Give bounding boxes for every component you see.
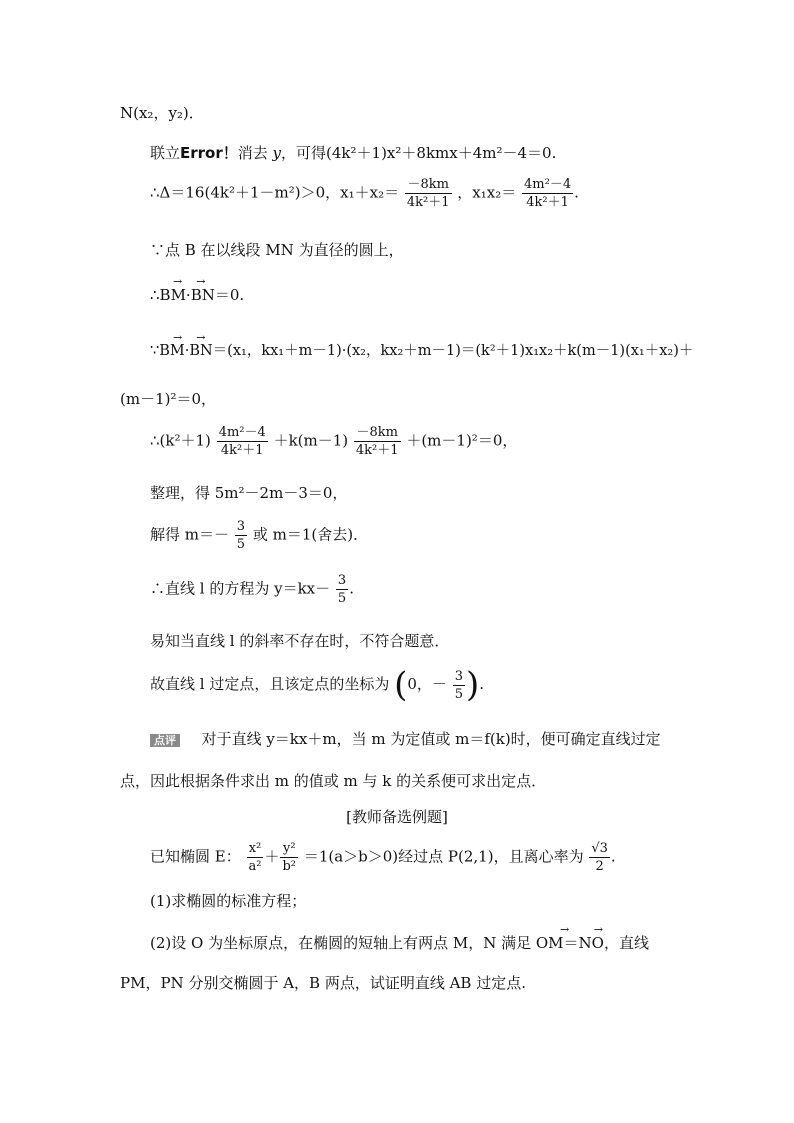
line-15-text: 点，因此根据条件求出 m 的值或 m 与 k 的关系便可求出定点．: [120, 772, 547, 790]
line-18-text: (2)设 O 为坐标原点，在椭圆的短轴上有两点 M，N 满足 OM＝NO，直线: [150, 934, 649, 952]
fraction-denominator: 4k²＋1: [522, 193, 573, 209]
line-12-text: 易知当直线 l 的斜率不存在时，不符合题意．: [150, 632, 450, 650]
fraction: [589, 842, 610, 873]
line-19-text: PM，PN 分别交椭圆于 A，B 两点，试证明直线 AB 过定点.: [120, 974, 526, 992]
vector-arrow-icon: → →: [560, 923, 603, 936]
line-10-prefix: 解得 m＝－: [150, 525, 229, 544]
fraction-numerator: 3: [454, 668, 463, 684]
fraction-denominator: 4k²＋1: [406, 195, 450, 210]
text-line-1: [120, 106, 204, 121]
line-10-end: 或 m＝1(舍去)．: [252, 525, 369, 544]
fraction-denominator: 5: [337, 591, 347, 606]
fraction-denominator: 5: [236, 537, 246, 552]
text-line-7: [120, 392, 216, 407]
line-11-end: .: [349, 579, 354, 598]
line-3-end: .: [574, 183, 579, 202]
fraction-numerator: 4m²－4: [218, 425, 266, 440]
fraction-numerator: √3: [591, 841, 608, 856]
text-line-3: [150, 178, 579, 209]
line-16-mid: ＝1(a＞b＞0)经过点 P(2,1)，且离心率为: [303, 847, 584, 866]
comment-badge: 点评: [150, 734, 180, 747]
fraction-denominator: 4k²＋1: [355, 443, 399, 458]
line-9-text: 整理，得 5m²－2m－3＝0，: [150, 484, 348, 502]
line-8-prefix: ∴(k²＋1): [150, 431, 211, 450]
line-11-prefix: ∴直线 l 的方程为 y＝kx－: [150, 579, 331, 598]
line-4-text: ∵点 B 在以线段 MN 为直径的圆上，: [150, 241, 404, 259]
fraction-numerator: x²: [248, 841, 262, 856]
fraction: [235, 520, 247, 551]
fraction-numerator: 3: [236, 519, 246, 534]
line-5-text: ∴BM·BN＝0.: [150, 286, 245, 304]
text-line-4: [150, 243, 404, 258]
line-8-end: ＋(m－1)²＝0，: [406, 431, 518, 450]
vector-arrow-icon: → →: [173, 275, 206, 288]
text-line-14: [150, 732, 661, 747]
error-text: Error！: [180, 144, 238, 162]
line-16-end: .: [610, 847, 616, 866]
fraction-numerator: 3: [337, 573, 347, 588]
line-6-text: ∵BM·BN＝(x₁，kx₁＋m－1)·(x₂，kx₂＋m－1)＝(k²＋1)x₁x₂＋k(m－1)(x₁＋x₂)＋: [150, 343, 694, 359]
text-line-11: [150, 574, 354, 605]
line-2-prefix: 联立: [150, 144, 181, 162]
fraction: [405, 178, 452, 209]
fraction: [522, 178, 573, 209]
line-17-text: (1)求椭圆的标准方程；: [150, 892, 307, 910]
text-line-17: [150, 894, 306, 909]
text-line-19: [120, 976, 526, 991]
point-coordinate-start: 0，－: [407, 675, 447, 693]
fraction-denominator: 4k²＋1: [217, 441, 268, 457]
plus-sign: ＋: [264, 847, 280, 866]
fraction-numerator: －8km: [407, 177, 449, 192]
line-13-end: .: [479, 675, 485, 693]
section-heading-text: [教师备选例题]: [346, 808, 448, 826]
fraction-denominator: 2: [589, 857, 610, 873]
fraction-denominator: a²: [248, 859, 262, 874]
fraction: [336, 574, 348, 605]
fraction: [354, 426, 401, 457]
line-14-text: 对于直线 y＝kx＋m，当 m 为定值或 m＝f(k)时，便可确定直线过定: [201, 730, 661, 748]
text-line-12: [150, 634, 449, 649]
text-line-5: [150, 288, 244, 303]
text-line-9: [150, 486, 347, 501]
line-16-prefix: 已知椭圆 E：: [150, 847, 241, 866]
fraction-numerator: －8km: [356, 425, 398, 440]
text-line-2: 联立Error！消去 y，可得(4k²＋1)x²＋8kmx＋4m²－4＝0.: [150, 144, 557, 162]
text-line-15: [120, 774, 546, 789]
text-line-6: [150, 344, 693, 359]
line-2-mid: 消去: [237, 144, 268, 162]
line-13-prefix: 故直线 l 过定点，且该定点的坐标为: [150, 675, 390, 693]
line-2-equation: ，可得(4k²＋1)x²＋8kmx＋4m²－4＝0.: [281, 144, 557, 162]
line-8-mid: ＋k(m－1): [273, 431, 349, 450]
section-heading: [0, 810, 794, 825]
text-line-10: [150, 520, 368, 551]
fraction: [453, 670, 465, 701]
fraction: [280, 842, 298, 873]
text-line-8: [150, 426, 517, 457]
line-7-text: (m－1)²＝0，: [120, 390, 217, 408]
line-3-mid: ，x₁x₂＝: [457, 183, 517, 202]
line-3-prefix: ∴Δ＝16(4k²＋1－m²)＞0，x₁＋x₂＝: [150, 183, 400, 202]
fraction: [217, 426, 268, 457]
fraction-numerator: y²: [282, 841, 296, 856]
fraction-denominator: b²: [282, 859, 297, 874]
fraction-denominator: 5: [454, 686, 463, 702]
fraction: [247, 842, 264, 873]
text-line-13: 故直线 l 过定点，且该定点的坐标为 (0，－ $\frac{3}{5}$ ).: [150, 665, 485, 705]
fraction-numerator: 4m²－4: [524, 177, 572, 192]
vector-arrow-icon: → →: [173, 331, 206, 344]
text-line-16: [150, 842, 616, 873]
line-1-text: N(x₂，y₂)．: [120, 104, 204, 122]
text-line-18: [150, 936, 649, 951]
